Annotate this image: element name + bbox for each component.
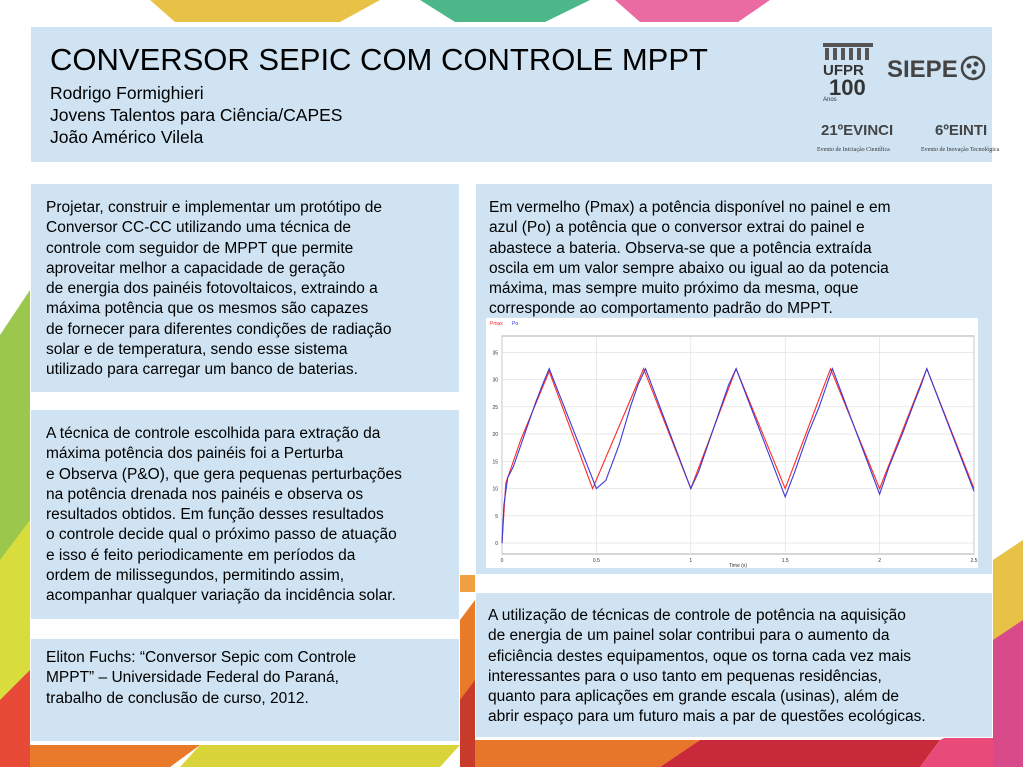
svg-text:Evento de Iniciação Científica: Evento de Iniciação Científica bbox=[817, 147, 890, 153]
event-logos bbox=[817, 39, 1000, 157]
results-panel bbox=[475, 183, 993, 575]
conclusion-text: A utilização de técnicas de controle de potência na aquisição de energia de um painel solar contribui para o aumento da eficiência destes equipamentos, oque os torna cada vez mais interessantes para o uso tanto em pequenas residências, quanto para aplicações em grande escala (usinas), além de abrir espaço para um futuro mais a par de questões ecológicas. bbox=[488, 607, 926, 726]
plot-area bbox=[502, 336, 974, 554]
advisor: João Américo Vilela bbox=[50, 127, 204, 147]
objective-text: Projetar, construir e implementar um protótipo de Conversor CC-CC utilizando uma técnica de controle com seguidor de MPPT que permite aproveitar melhor a capacidade de geração de energia dos painéis fotovoltaicos, extraindo a máxima potência que os mesmos são capazes de fornecer para diferentes condições de radiação solar e de temperatura, sendo esse sistema utilizado para carregar um banco de baterias. bbox=[46, 199, 392, 379]
x-tick-label: 2.5 bbox=[970, 558, 978, 564]
y-tick-label: 10 bbox=[492, 486, 498, 493]
x-axis-label: Time (s) bbox=[728, 563, 748, 569]
reference-text: Eliton Fuchs: “Conversor Sepic com Controle MPPT” – Universidade Federal do Paraná, trabalho de conclusão de curso, 2012. bbox=[46, 649, 357, 707]
y-tick-label: 5 bbox=[495, 513, 498, 520]
y-tick-label: 30 bbox=[492, 377, 498, 384]
legend-po: Po bbox=[512, 321, 519, 327]
svg-text:Evento de Inovação Tecnológica: Evento de Inovação Tecnológica bbox=[921, 147, 1000, 153]
conclusion-panel bbox=[475, 592, 993, 738]
svg-text:UFPR: UFPR bbox=[823, 62, 864, 79]
poster-title: CONVERSOR SEPIC COM CONTROLE MPPT bbox=[50, 42, 708, 77]
y-tick-label: 0 bbox=[495, 541, 498, 548]
program: Jovens Talentos para Ciência/CAPES bbox=[50, 105, 343, 125]
y-tick-label: 15 bbox=[492, 459, 498, 466]
x-tick-label: 2 bbox=[878, 558, 881, 564]
power-chart bbox=[486, 318, 978, 568]
author: Rodrigo Formighieri bbox=[50, 83, 204, 103]
legend-pmax: Pmax bbox=[490, 321, 503, 327]
x-tick-label: 0.5 bbox=[592, 558, 600, 564]
svg-text:Anos: Anos bbox=[823, 97, 837, 103]
reference-panel bbox=[30, 638, 460, 742]
results-text: Em vermelho (Pmax) a potência disponível no painel e em azul (Po) a potência que o conversor extrai do painel e abastece a bateria. Observa-se que a potência extraída oscila em um valor sempre abaixo ou igual ao da potencia máxima, mas sempre muito próximo da mesma, oque corresponde ao comportamento padrão do MPPT. bbox=[489, 199, 891, 318]
power-chart-svg bbox=[486, 318, 978, 568]
siepe-logo bbox=[887, 56, 984, 83]
header-panel bbox=[30, 26, 1000, 163]
y-tick-label: 35 bbox=[492, 350, 498, 357]
evinci-logo bbox=[817, 122, 893, 153]
x-tick-label: 0 bbox=[500, 558, 504, 564]
x-tick-label: 1 bbox=[689, 558, 693, 564]
svg-text:21ºEVINCI: 21ºEVINCI bbox=[821, 122, 894, 139]
svg-text:6ºEINTI: 6ºEINTI bbox=[935, 122, 988, 139]
ufpr-logo bbox=[823, 43, 873, 103]
einti-logo bbox=[921, 122, 1000, 153]
svg-text:SIEPE: SIEPE bbox=[887, 56, 958, 83]
x-tick-label: 1.5 bbox=[781, 558, 789, 564]
method-text: A técnica de controle escolhida para extração da máxima potência dos painéis foi a Perturba e Observa (P&O), que gera pequenas perturbações na potência drenada nos painéis e observa os resultados obtidos. Em função desses resultados o controle decide qual o próximo passo de atuação e isso é feito periodicamente em períodos da ordem de milissegundos, permitindo assim, acompanhar qualquer variação da incidência solar. bbox=[46, 425, 402, 605]
method-panel bbox=[30, 409, 460, 620]
y-tick-label: 20 bbox=[492, 432, 498, 439]
objective-panel bbox=[30, 183, 460, 393]
y-tick-label: 25 bbox=[492, 404, 498, 411]
svg-text:100: 100 bbox=[829, 75, 866, 100]
